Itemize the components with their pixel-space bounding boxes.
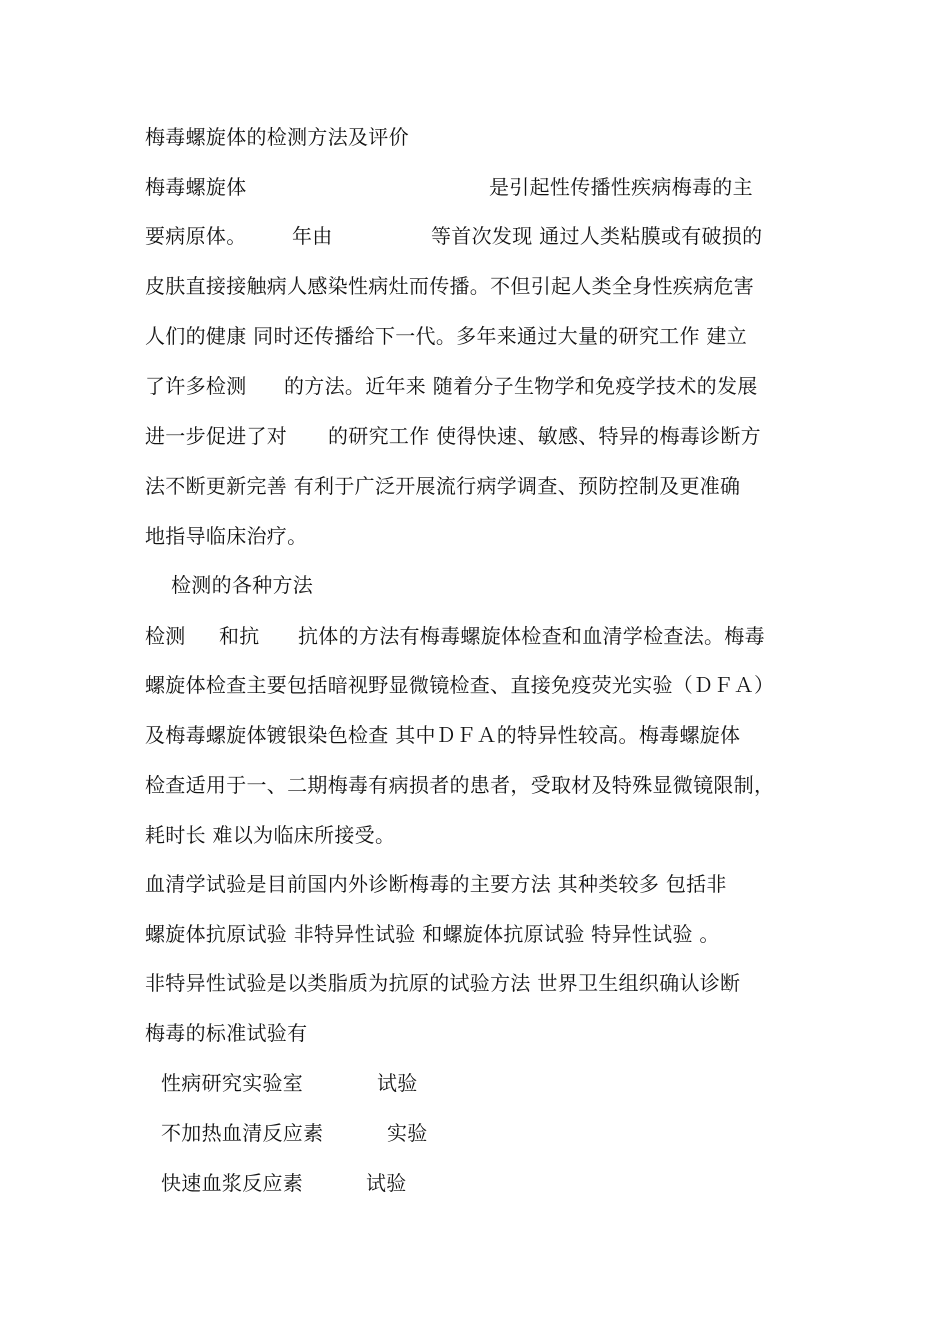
text-segment: 是引起性传播性疾病梅毒的主 bbox=[489, 175, 753, 199]
paragraph-line bbox=[145, 768, 775, 802]
text-segment: 等首次发现 通过人类粘膜或有破损的 bbox=[431, 224, 763, 248]
paragraph-line bbox=[145, 867, 727, 901]
paragraph-line bbox=[145, 1016, 308, 1050]
test-name: 快速血浆反应素 bbox=[161, 1171, 304, 1195]
text-segment: 的研究工作 使得快速、敏感、特异的梅毒诊断方 bbox=[328, 424, 761, 448]
paragraph-line bbox=[145, 419, 761, 453]
paragraph-line bbox=[145, 319, 748, 353]
paragraph-line bbox=[145, 469, 741, 503]
text-segment: 进一步促进了对 bbox=[145, 424, 288, 448]
text-segment: 皮肤直接接触病人感染性病灶而传播。不但引起人类全身性疾病危害 bbox=[145, 274, 754, 298]
document-title bbox=[145, 120, 409, 154]
text-segment: 及梅毒螺旋体镀银染色检查 其中ＤＦＡ的特异性较高。梅毒螺旋体 bbox=[145, 723, 741, 747]
title-text: 梅毒螺旋体的检测方法及评价 bbox=[145, 125, 409, 149]
text-segment: 和抗 bbox=[219, 624, 260, 648]
test-suffix: 试验 bbox=[377, 1071, 418, 1095]
text-segment: 地指导临床治疗。 bbox=[145, 524, 308, 548]
paragraph-line bbox=[145, 718, 741, 752]
text-segment: 检测 bbox=[145, 624, 186, 648]
test-suffix: 实验 bbox=[387, 1121, 428, 1145]
paragraph-line bbox=[145, 668, 775, 702]
text-segment: 非特异性试验是以类脂质为抗原的试验方法 世界卫生组织确认诊断 bbox=[145, 971, 741, 995]
text-segment: 人们的健康 同时还传播给下一代。多年来通过大量的研究工作 建立 bbox=[145, 324, 748, 348]
text-segment: 螺旋体抗原试验 非特异性试验 和螺旋体抗原试验 特异性试验 。 bbox=[145, 922, 720, 946]
list-item bbox=[145, 1116, 428, 1150]
text-segment: 法不断更新完善 有利于广泛开展流行病学调查、预防控制及更准确 bbox=[145, 474, 741, 498]
text-segment: 梅毒的标准试验有 bbox=[145, 1021, 308, 1045]
list-item bbox=[145, 1166, 407, 1200]
paragraph-line bbox=[145, 619, 765, 653]
paragraph-line bbox=[145, 818, 396, 852]
section-heading bbox=[145, 568, 314, 602]
text-segment: 螺旋体检查主要包括暗视野显微镜检查、直接免疫荧光实验（ＤＦＡ） bbox=[145, 673, 775, 697]
text-segment: 了许多检测 bbox=[145, 374, 247, 398]
text-segment: 血清学试验是目前国内外诊断梅毒的主要方法 其种类较多 包括非 bbox=[145, 872, 727, 896]
test-name: 性病研究实验室 bbox=[161, 1071, 304, 1095]
heading-text: 检测的各种方法 bbox=[171, 573, 314, 597]
paragraph-line bbox=[145, 269, 754, 303]
test-name: 不加热血清反应素 bbox=[161, 1121, 324, 1145]
text-segment: 检查适用于一、二期梅毒有病损者的患者，受取材及特殊显微镜限制， bbox=[145, 773, 775, 797]
text-segment: 年由 bbox=[292, 224, 333, 248]
paragraph-line bbox=[145, 369, 758, 403]
test-suffix: 试验 bbox=[366, 1171, 407, 1195]
paragraph-line bbox=[145, 917, 720, 951]
list-item bbox=[145, 1066, 418, 1100]
paragraph-line bbox=[145, 219, 763, 253]
text-segment: 要病原体。 bbox=[145, 224, 247, 248]
paragraph-line bbox=[145, 966, 741, 1000]
paragraph-line bbox=[145, 519, 308, 553]
text-segment: 抗体的方法有梅毒螺旋体检查和血清学检查法。梅毒 bbox=[298, 624, 765, 648]
text-segment: 耗时长 难以为临床所接受。 bbox=[145, 823, 396, 847]
paragraph-line bbox=[145, 170, 753, 204]
text-segment: 梅毒螺旋体 bbox=[145, 175, 247, 199]
text-segment: 的方法。近年来 随着分子生物学和免疫学技术的发展 bbox=[284, 374, 758, 398]
